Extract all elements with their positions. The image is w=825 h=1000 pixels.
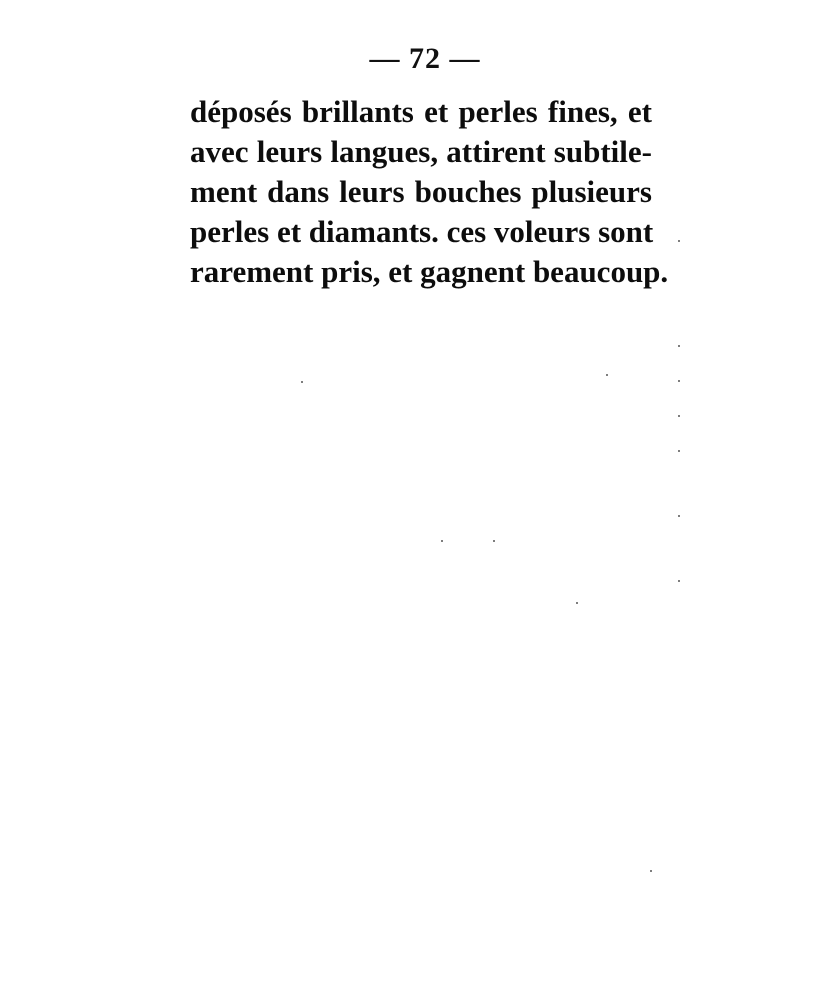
scan-speck <box>493 540 495 542</box>
scan-speck <box>650 870 652 872</box>
scan-speck <box>678 345 680 347</box>
text-line-5: rarement pris, et gagnent beaucoup. <box>190 254 669 289</box>
scan-speck <box>606 374 608 376</box>
text-line-2: avec leurs langues, attirent subtile- <box>190 134 652 169</box>
scan-speck <box>678 580 680 582</box>
page-number: — 72 — <box>369 42 481 75</box>
text-line-3: ment dans leurs bouches plusieurs <box>190 174 652 209</box>
scan-speck <box>576 602 578 604</box>
scan-speck <box>678 415 680 417</box>
text-line-4: perles et diamants. ces voleurs sont <box>190 214 654 249</box>
scan-speck <box>678 240 680 242</box>
body-text <box>190 92 669 292</box>
text-line-1: déposés brillants et perles fines, et <box>190 94 652 129</box>
scan-speck <box>678 450 680 452</box>
scan-speck <box>441 540 443 542</box>
scan-speck <box>678 515 680 517</box>
scan-speck <box>301 381 303 383</box>
scan-speck <box>678 380 680 382</box>
